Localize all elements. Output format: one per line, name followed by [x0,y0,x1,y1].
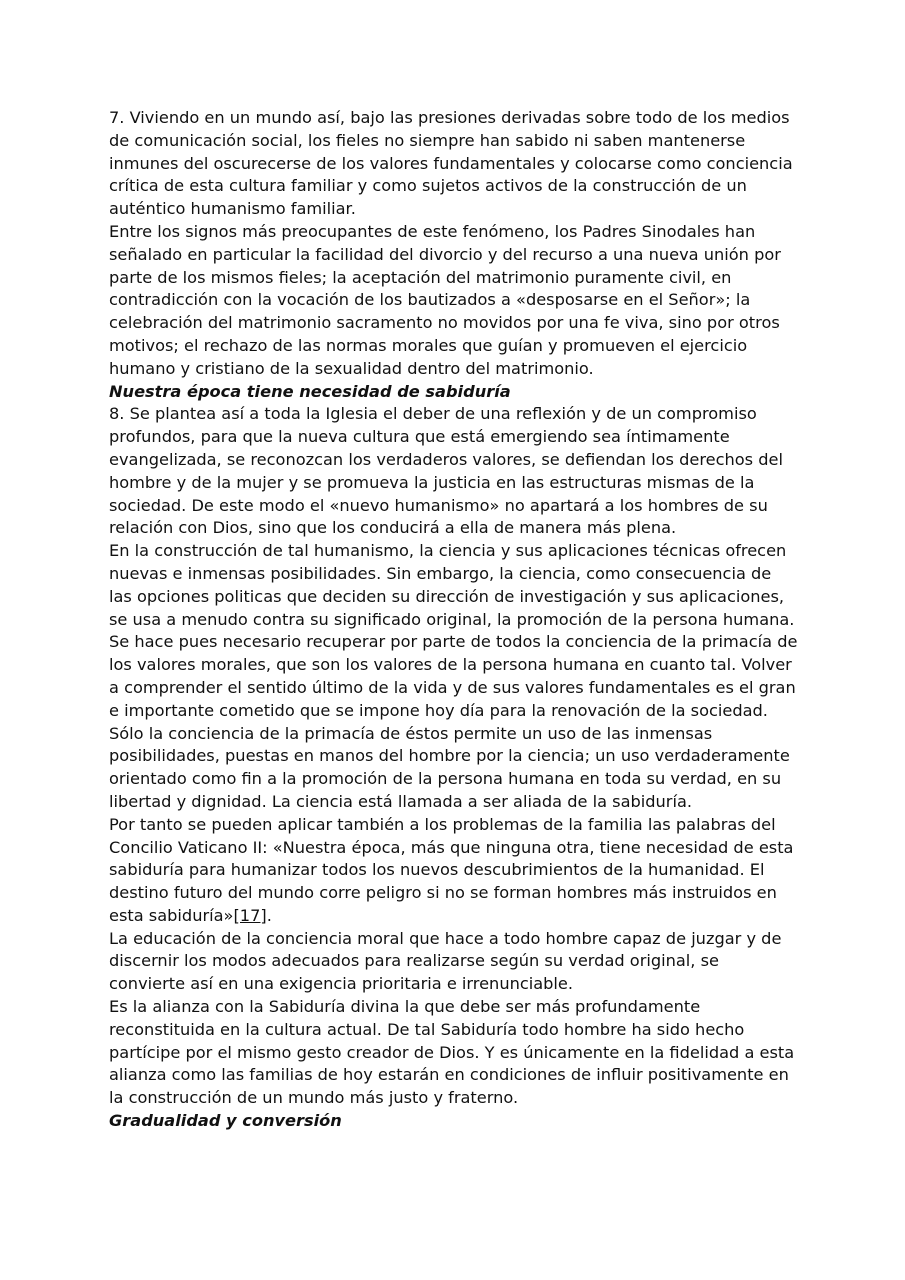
quote-text: Por tanto se pueden aplicar también a los problemas de la familia las palabras del Concilio Vaticano II: «Nuestra época, más que ninguna otra, tiene necesidad de esta sabiduría para humanizar todos los nuevos descubrimientos de la humanidad. El destino futuro del mundo corre peligro si no se forman hombres más instruidos en esta sabiduría» [109,814,794,925]
paragraph-alliance: Es la alianza con la Sabiduría divina la que debe ser más profundamente reconstituida en la cultura actual. De tal Sabiduría todo hombre ha sido hecho partícipe por el mismo gesto creador de Dios. Y es únicamente en la fidelidad a esta alianza como las familias de hoy estarán en condiciones de influir positivamente en la construcción de un mundo más justo y fraterno. [109,997,795,1108]
quote-end: . [266,905,272,925]
heading-graduality: Gradualidad y conversión [109,1111,342,1131]
heading-wisdom: Nuestra época tiene necesidad de sabiduría [109,381,511,401]
paragraph-science: En la construcción de tal humanismo, la ciencia y sus aplicaciones técnicas ofrecen nuevas e inmensas posibilidades. Sin embargo, la ciencia, como consecuencia de las opciones politicas que deciden su dirección de investigación y sus aplicaciones, se usa a menudo contra su significado original, la promoción de la persona humana. Se hace pues necesario recuperar por parte de todos la conciencia de la primacía de los valores morales, que son los valores de la persona humana en cuanto tal. Volver a comprender el sentido último de la vida y de sus valores fundamentales es el gran e importante cometido que se impone hoy día para la renovación de la sociedad. Sólo la conciencia de la primacía de éstos permite un uso de las inmensas posibilidades, puestas en manos del hombre por la ciencia; un uso verdaderamente orientado como fin a la promoción de la persona humana en toda su verdad, en su libertad y dignidad. La ciencia está llamada a ser aliada de la sabiduría. [109,541,798,811]
footnote-link-17[interactable]: [17] [233,905,267,925]
paragraph-conscience: La educación de la conciencia moral que hace a todo hombre capaz de juzgar y de discernir los modos adecuados para realizarse según su verdad original, se convierte así en una exigencia prioritaria e irrenunciable. [109,928,782,994]
paragraph-8-reflection: 8. Se plantea así a toda la Iglesia el deber de una reflexión y de un compromiso profundos, para que la nueva cultura que está emergiendo sea íntimamente evangelizada, se reconozcan los verdaderos valores, se defiendan los derechos del hombre y de la mujer y se promueva la justicia en las estructuras mismas de la sociedad. De este modo el «nuevo humanismo» no apartará a los hombres de su relación con Dios, sino que los conducirá a ella de manera más plena. [109,404,783,538]
paragraph-7-intro: 7. Viviendo en un mundo así, bajo las presiones derivadas sobre todo de los medios de comunicación social, los fieles no siempre han sabido ni saben mantenerse inmunes del oscurecerse de los valores fundamentales y colocarse como conciencia crítica de esta cultura familiar y como sujetos activos de la construcción de un auténtico humanismo familiar. [109,108,793,219]
document-page [109,107,799,1133]
paragraph-signs: Entre los signos más preocupantes de este fenómeno, los Padres Sinodales han señalado en particular la facilidad del divorcio y del recurso a una nueva unión por parte de los mismos fieles; la aceptación del matrimonio puramente civil, en contradicción con la vocación de los bautizados a «desposarse en el Señor»; la celebración del matrimonio sacramento no movidos por una fe viva, sino por otros motivos; el rechazo de las normas morales que guían y promueven el ejercicio humano y cristiano de la sexualidad dentro del matrimonio. [109,221,781,378]
paragraph-vatican-quote [109,814,799,928]
